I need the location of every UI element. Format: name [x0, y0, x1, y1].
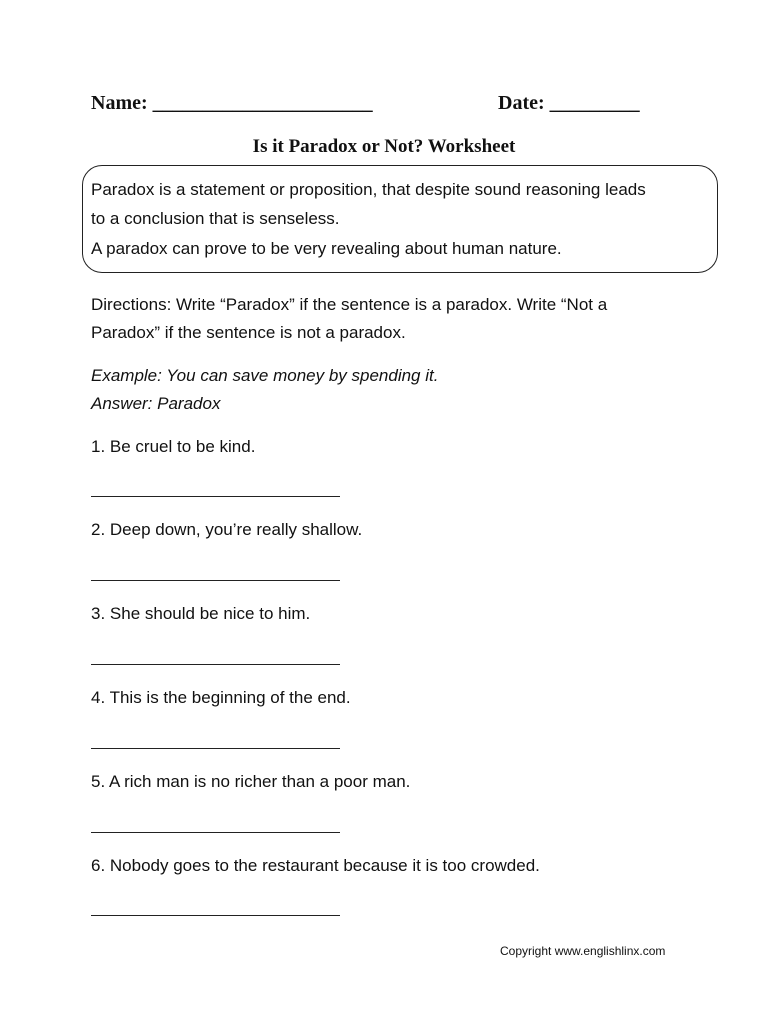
answer-line-6[interactable]: [91, 915, 340, 916]
answer-line-5[interactable]: [91, 832, 340, 833]
question-2: 2. Deep down, you’re really shallow.: [91, 520, 363, 539]
example-sentence: Example: You can save money by spending it.: [91, 366, 439, 385]
question-6: 6. Nobody goes to the restaurant because it is too crowded.: [91, 856, 540, 875]
answer-line-3[interactable]: [91, 664, 340, 665]
definition-line-2: to a conclusion that is senseless.: [91, 209, 340, 228]
date-field-label: Date: _________: [498, 92, 640, 114]
copyright-notice: Copyright www.englishlinx.com: [500, 944, 666, 958]
name-field-label: Name: ______________________: [91, 92, 373, 114]
worksheet-title: Is it Paradox or Not? Worksheet: [252, 136, 516, 157]
question-4: 4. This is the beginning of the end.: [91, 688, 351, 707]
definition-line-3: A paradox can prove to be very revealing about human nature.: [91, 239, 562, 258]
example-answer: Answer: Paradox: [91, 394, 221, 413]
directions-line-1: Directions: Write “Paradox” if the sentence is a paradox. Write “Not a: [91, 295, 608, 314]
answer-line-2[interactable]: [91, 580, 340, 581]
answer-line-1[interactable]: [91, 496, 340, 497]
question-1: 1. Be cruel to be kind.: [91, 437, 256, 456]
definition-line-1: Paradox is a statement or proposition, that despite sound reasoning leads: [91, 180, 646, 199]
answer-line-4[interactable]: [91, 748, 340, 749]
question-5: 5. A rich man is no richer than a poor man.: [91, 772, 411, 791]
question-3: 3. She should be nice to him.: [91, 604, 311, 623]
directions-line-2: Paradox” if the sentence is not a paradox.: [91, 323, 406, 342]
